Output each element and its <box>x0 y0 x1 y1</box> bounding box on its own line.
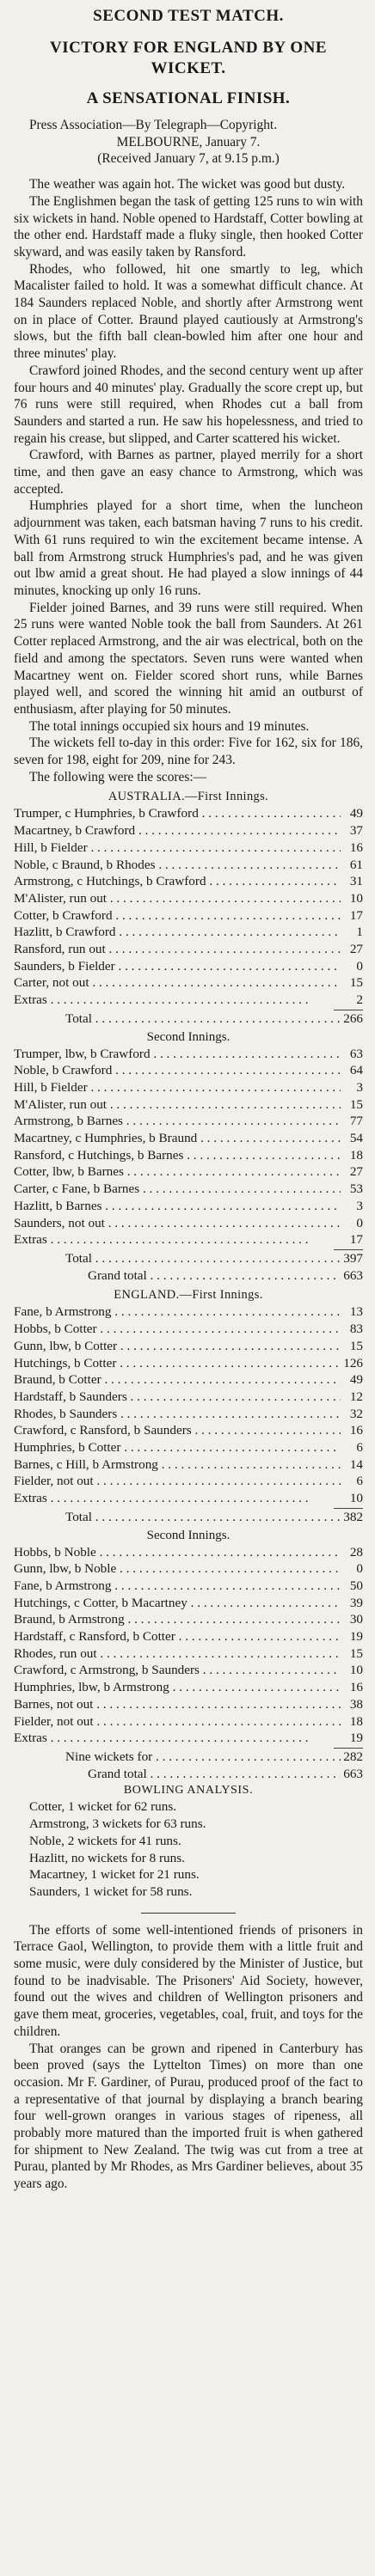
batsman-dismissal: Crawford, c Ransford, b Saunders . . . <box>14 1422 341 1439</box>
batsman-row <box>14 1406 363 1423</box>
batsman-runs: 15 <box>349 1645 363 1661</box>
match-report <box>14 176 363 785</box>
batsman-runs: 2 <box>356 992 363 1008</box>
batsman-runs: 50 <box>349 1578 363 1593</box>
innings-total-row <box>14 1509 363 1526</box>
batsman-dismissal: Humphries, lbw, b Armstrong . . . <box>14 1679 341 1696</box>
batsman-runs: 14 <box>349 1456 363 1472</box>
batsman-row <box>14 1130 363 1147</box>
bowling-line: Noble, 2 wickets for 41 runs. <box>29 1833 181 1848</box>
batsman-dismissal: Hill, b Fielder . . . <box>14 1079 341 1096</box>
batsman-dismissal: Gunn, lbw, b Cotter . . . <box>14 1338 341 1355</box>
press-credit: Press Association—By Telegraph—Copyright. <box>29 118 278 132</box>
bowling-analysis-heading: BOWLING ANALYSIS. <box>123 1784 254 1798</box>
batsman-row <box>14 1679 363 1696</box>
batsman-runs: 3 <box>356 1079 363 1095</box>
batsman-runs: 49 <box>349 806 363 821</box>
batsman-runs: 61 <box>349 857 363 872</box>
batsman-runs: 17 <box>349 1232 363 1248</box>
batsman-runs: 19 <box>349 1731 363 1746</box>
batsman-dismissal: Hobbs, b Noble . . . <box>14 1544 341 1561</box>
batsman-dismissal: M'Alister, run out . . . <box>14 1096 341 1114</box>
batsman-row <box>14 907 363 925</box>
batsman-runs: 10 <box>349 1663 363 1678</box>
batsman-runs: 1 <box>356 925 363 940</box>
innings-total-label: Total . . . <box>14 1509 341 1526</box>
column-divider <box>141 1913 236 1914</box>
batsman-dismissal: Extras . . . <box>14 992 341 1009</box>
other-news <box>14 1922 363 2193</box>
batsman-runs: 16 <box>349 839 363 855</box>
report-paragraph: The weather was again hot. The wicket was good but dusty. <box>29 177 346 192</box>
batsman-dismissal: Carter, c Fane, b Barnes . . . <box>14 1181 341 1198</box>
bowling-analysis <box>14 1798 363 1900</box>
batsman-dismissal: Extras . . . <box>14 1730 341 1747</box>
batsman-dismissal: Humphries, b Cotter . . . <box>14 1439 341 1456</box>
batsman-dismissal: M'Alister, run out . . . <box>14 890 341 907</box>
innings-total-value: 266 <box>343 1010 363 1026</box>
batsman-runs: 37 <box>349 823 363 839</box>
batsman-row <box>14 1456 363 1474</box>
batsman-row <box>14 941 363 958</box>
batsman-dismissal: Armstrong, b Barnes . . . <box>14 1113 341 1130</box>
grand-total-row <box>14 1267 363 1285</box>
batsman-dismissal: Carter, not out . . . <box>14 974 341 992</box>
innings-total-value: 397 <box>343 1251 363 1266</box>
batsman-row <box>14 992 363 1009</box>
batsman-dismissal: Barnes, not out . . . <box>14 1696 341 1713</box>
batsman-row <box>14 924 363 941</box>
batsman-dismissal: Macartney, b Crawford . . . <box>14 822 341 839</box>
innings-total-label: Nine wickets for . . . <box>14 1749 341 1766</box>
batsman-runs: 30 <box>349 1612 363 1627</box>
batsman-row <box>14 1215 363 1232</box>
victory-headline: VICTORY FOR ENGLAND BY ONE WICKET. <box>50 39 327 77</box>
batsman-runs: 0 <box>356 958 363 974</box>
batsman-row <box>14 1662 363 1679</box>
grand-total-value: 663 <box>343 1766 363 1781</box>
batsman-runs: 28 <box>349 1544 363 1560</box>
batsman-runs: 10 <box>349 1491 363 1506</box>
batsman-row <box>14 1062 363 1079</box>
batsman-runs: 15 <box>349 975 363 991</box>
batsman-runs: 27 <box>349 942 363 957</box>
batsman-runs: 126 <box>343 1355 363 1370</box>
batsman-row <box>14 1113 363 1130</box>
batsman-row <box>14 805 363 822</box>
report-paragraph: The wickets fell to-day in this order: Five for 162, six for 186, seven for 198, eight for 209, nine for 243. <box>14 736 363 768</box>
dateline: MELBOURNE, January 7. <box>116 134 261 150</box>
eng-second-innings-scorecard <box>14 1544 363 1783</box>
batsman-dismissal: Hazlitt, b Crawford . . . <box>14 924 341 941</box>
batsman-row <box>14 1231 363 1248</box>
batsman-runs: 32 <box>349 1406 363 1421</box>
batsman-dismissal: Cotter, lbw, b Barnes . . . <box>14 1163 341 1181</box>
batsman-row <box>14 1181 363 1198</box>
batsman-row <box>14 1198 363 1215</box>
batsman-runs: 13 <box>349 1304 363 1320</box>
eng-first-innings-heading: ENGLAND.—First Innings. <box>114 1288 263 1303</box>
batsman-runs: 3 <box>356 1198 363 1213</box>
batsman-row <box>14 1079 363 1096</box>
batsman-row <box>14 1422 363 1439</box>
batsman-dismissal: Rhodes, b Saunders . . . <box>14 1406 341 1423</box>
batsman-row <box>14 1046 363 1063</box>
batsman-dismissal: Trumper, lbw, b Crawford . . . <box>14 1046 341 1063</box>
batsman-row <box>14 1490 363 1507</box>
batsman-runs: 10 <box>349 890 363 906</box>
report-paragraph: Humphries played for a short time, when the luncheon adjournment was taken, each batsman having 7 runs to his credit. With 61 runs required to win the excitement became intense. A ball from Armstrong struck Humphries's pad, and he was given out lbw amid a great shout. He had played a slow innings of 44 minutes, knocking up only 16 runs. <box>14 498 363 598</box>
batsman-dismissal: Macartney, c Humphries, b Braund . . . <box>14 1130 341 1147</box>
innings-total-value: 382 <box>343 1509 363 1524</box>
match-headline: SECOND TEST MATCH. <box>93 7 284 25</box>
batsman-runs: 39 <box>349 1595 363 1610</box>
batsman-row <box>14 1611 363 1628</box>
batsman-dismissal: Ransford, c Hutchings, b Barnes . . . <box>14 1147 341 1164</box>
bowling-line: Macartney, 1 wicket for 21 runs. <box>29 1867 200 1883</box>
batsman-runs: 83 <box>349 1322 363 1337</box>
report-paragraph: The Englishmen began the task of getting 125 runs to win with six wickets in hand. Noble opened to Hardstaff, Cotter bowling at the other end. Hardstaff made a fluky single, then hooked Cotter skyward, and was easily taken by Ransford. <box>14 193 363 259</box>
batsman-runs: 49 <box>349 1372 363 1388</box>
batsman-dismissal: Cotter, b Crawford . . . <box>14 907 341 925</box>
batsman-row <box>14 1473 363 1490</box>
batsman-row <box>14 839 363 857</box>
bowling-line: Cotter, 1 wicket for 62 runs. <box>29 1799 177 1815</box>
batsman-dismissal: Hazlitt, b Barnes . . . <box>14 1198 341 1215</box>
batsman-runs: 0 <box>356 1561 363 1577</box>
batsman-row <box>14 857 363 874</box>
batsman-dismissal: Hill, b Fielder . . . <box>14 839 341 857</box>
batsman-dismissal: Fane, b Armstrong . . . <box>14 1578 341 1595</box>
innings-total-row <box>14 1250 363 1267</box>
batsman-dismissal: Armstrong, c Hutchings, b Crawford . . . <box>14 873 341 890</box>
batsman-row <box>14 1355 363 1372</box>
batsman-dismissal: Hutchings, b Cotter . . . <box>14 1355 341 1372</box>
batsman-dismissal: Trumper, c Humphries, b Crawford . . . <box>14 805 341 822</box>
batsman-dismissal: Extras . . . <box>14 1490 341 1507</box>
eng-second-innings-heading: Second Innings. <box>146 1528 231 1542</box>
batsman-runs: 38 <box>349 1696 363 1712</box>
aus-first-innings-heading: AUSTRALIA.—First Innings. <box>108 790 269 804</box>
batsman-runs: 12 <box>349 1389 363 1404</box>
bowling-line: Armstrong, 3 wickets for 63 runs. <box>29 1816 206 1832</box>
batsman-dismissal: Gunn, lbw, b Noble . . . <box>14 1560 341 1578</box>
report-paragraph: Fielder joined Barnes, and 39 runs were still required. When 25 runs were wanted Noble took the ball from Saunders. At 261 Cotter replaced Armstrong, and the air was electrical, both on the field and among the spectators. Seven runs were wanted when Macartney went on. Fielder scored short runs, while Barnes played well, and scored the winning hit amid an outburst of enthusiasm, after playing for 50 minutes. <box>14 600 363 717</box>
batsman-runs: 18 <box>349 1713 363 1729</box>
batsman-runs: 6 <box>356 1474 363 1489</box>
grand-total-label: Grand total . . . <box>14 1267 341 1285</box>
batsman-dismissal: Hardstaff, b Saunders . . . <box>14 1389 341 1406</box>
batsman-runs: 6 <box>356 1440 363 1456</box>
batsman-row <box>14 974 363 992</box>
batsman-dismissal: Noble, b Crawford . . . <box>14 1062 341 1079</box>
batsman-runs: 31 <box>349 874 363 889</box>
batsman-row <box>14 1628 363 1645</box>
report-paragraph: The total innings occupied six hours and 19 minutes. <box>29 718 310 734</box>
batsman-row <box>14 1389 363 1406</box>
batsman-row <box>14 1578 363 1595</box>
batsman-dismissal: Extras . . . <box>14 1231 341 1248</box>
batsman-dismissal: Fielder, not out . . . <box>14 1713 341 1731</box>
innings-total-row <box>14 1749 363 1766</box>
batsman-row <box>14 1560 363 1578</box>
batsman-dismissal: Braund, b Armstrong . . . <box>14 1611 341 1628</box>
innings-total-value: 282 <box>343 1749 363 1764</box>
batsman-dismissal: Braund, b Cotter . . . <box>14 1371 341 1389</box>
batsman-runs: 19 <box>349 1629 363 1645</box>
batsman-dismissal: Hutchings, c Cotter, b Macartney . . . <box>14 1595 341 1612</box>
batsman-dismissal: Saunders, b Fielder . . . <box>14 958 341 975</box>
report-paragraph: Crawford, with Barnes as partner, played merrily for a short time, and then gave an easy chance to Armstrong, which was accepted. <box>14 448 363 497</box>
batsman-row <box>14 1371 363 1389</box>
batsman-runs: 0 <box>356 1215 363 1230</box>
innings-total-row <box>14 1010 363 1028</box>
batsman-runs: 15 <box>349 1338 363 1353</box>
batsman-dismissal: Noble, c Braund, b Rhodes . . . <box>14 857 341 874</box>
batsman-dismissal: Ransford, run out . . . <box>14 941 341 958</box>
grand-total-label: Grand total . . . <box>14 1766 341 1783</box>
batsman-row <box>14 1645 363 1663</box>
news-paragraph: The efforts of some well-intentioned friends of prisoners in Terrace Gaol, Wellington, to provide them with a little fruit and some music, were duly considered by the Minister of Justice, but found to be inadvisable. The Prisoners' Aid Society, however, found out the wives and children of Wellington prisoners and gave them meat, groceries, vegetables, coal, fruit, and toys for the children. <box>14 1922 363 2039</box>
batsman-runs: 53 <box>349 1181 363 1197</box>
innings-total-label: Total . . . <box>14 1010 341 1028</box>
received-time: (Received January 7, at 9.15 p.m.) <box>97 151 280 167</box>
report-paragraph: Crawford joined Rhodes, and the second century went up after four hours and 40 minutes' play. Gradually the score crept up, but 76 runs were still required, when Rhodes cut a ball from Saunders and started a run. He saw his hopelessness, and tried to regain his crease, but slipped, and Carter scattered his wicket. <box>14 363 363 446</box>
batsman-dismissal: Hardstaff, c Ransford, b Cotter . . . <box>14 1628 341 1645</box>
eng-first-innings-scorecard <box>14 1303 363 1525</box>
batsman-runs: 63 <box>349 1046 363 1061</box>
batsman-runs: 16 <box>349 1680 363 1695</box>
innings-total-label: Total . . . <box>14 1250 341 1267</box>
aus-second-innings-scorecard <box>14 1046 363 1285</box>
batsman-row <box>14 1595 363 1612</box>
batsman-dismissal: Fielder, not out . . . <box>14 1473 341 1490</box>
batsman-row <box>14 890 363 907</box>
report-paragraph: The following were the scores:— <box>29 769 207 784</box>
batsman-runs: 17 <box>349 907 363 923</box>
batsman-runs: 54 <box>349 1131 363 1146</box>
batsman-runs: 18 <box>349 1147 363 1163</box>
batsman-row <box>14 1096 363 1114</box>
batsman-row <box>14 1147 363 1164</box>
aus-first-innings-scorecard <box>14 805 363 1027</box>
batsman-dismissal: Fane, b Armstrong . . . <box>14 1303 341 1321</box>
batsman-row <box>14 1439 363 1456</box>
batsman-dismissal: Rhodes, run out . . . <box>14 1645 341 1663</box>
batsman-row <box>14 1321 363 1338</box>
batsman-dismissal: Barnes, c Hill, b Armstrong . . . <box>14 1456 341 1474</box>
batsman-row <box>14 1730 363 1747</box>
grand-total-value: 663 <box>343 1267 363 1283</box>
report-paragraph: Rhodes, who followed, hit one smartly to leg, which Macalister failed to hold. It was a somewhat difficult chance. At 184 Saunders replaced Noble, and shortly after Armstrong went on in place of Cotter. Braund played cautiously at Armstrong's slows, but the fifth ball clean-bowled him after one hour and three minutes' play. <box>14 261 363 362</box>
news-paragraph: That oranges can be grown and ripened in Canterbury has been proved (says the Lyttelton Times) on more than one occasion. Mr F. Gardiner, of Purau, produced proof of the fact to a representative of that journal by displaying a branch bearing four well-grown oranges in various stages of ripeness, all probably more matured than the imported fruit is when gathered for shipment to New Zealand. The twig was cut from a tree at Purau, planted by Mr Rhodes, as Mrs Gardiner believes, about 35 years ago. <box>14 2041 363 2192</box>
batsman-dismissal: Crawford, c Armstrong, b Saunders . . . <box>14 1662 341 1679</box>
batsman-row <box>14 1303 363 1321</box>
batsman-row <box>14 822 363 839</box>
finish-headline: A SENSATIONAL FINISH. <box>86 89 291 107</box>
bowling-line: Saunders, 1 wicket for 58 runs. <box>29 1883 193 1899</box>
batsman-dismissal: Hobbs, b Cotter . . . <box>14 1321 341 1338</box>
batsman-row <box>14 958 363 975</box>
batsman-runs: 77 <box>349 1114 363 1129</box>
batsman-row <box>14 1696 363 1713</box>
batsman-runs: 64 <box>349 1063 363 1078</box>
aus-second-innings-heading: Second Innings. <box>146 1029 231 1044</box>
batsman-row <box>14 1544 363 1561</box>
bowling-line: Hazlitt, no wickets for 8 runs. <box>29 1850 185 1865</box>
grand-total-row <box>14 1766 363 1783</box>
batsman-runs: 27 <box>349 1164 363 1180</box>
batsman-row <box>14 1163 363 1181</box>
batsman-runs: 16 <box>349 1423 363 1438</box>
batsman-dismissal: Saunders, not out . . . <box>14 1215 341 1232</box>
batsman-runs: 15 <box>349 1096 363 1112</box>
batsman-row <box>14 1338 363 1355</box>
batsman-row <box>14 873 363 890</box>
batsman-row <box>14 1713 363 1731</box>
